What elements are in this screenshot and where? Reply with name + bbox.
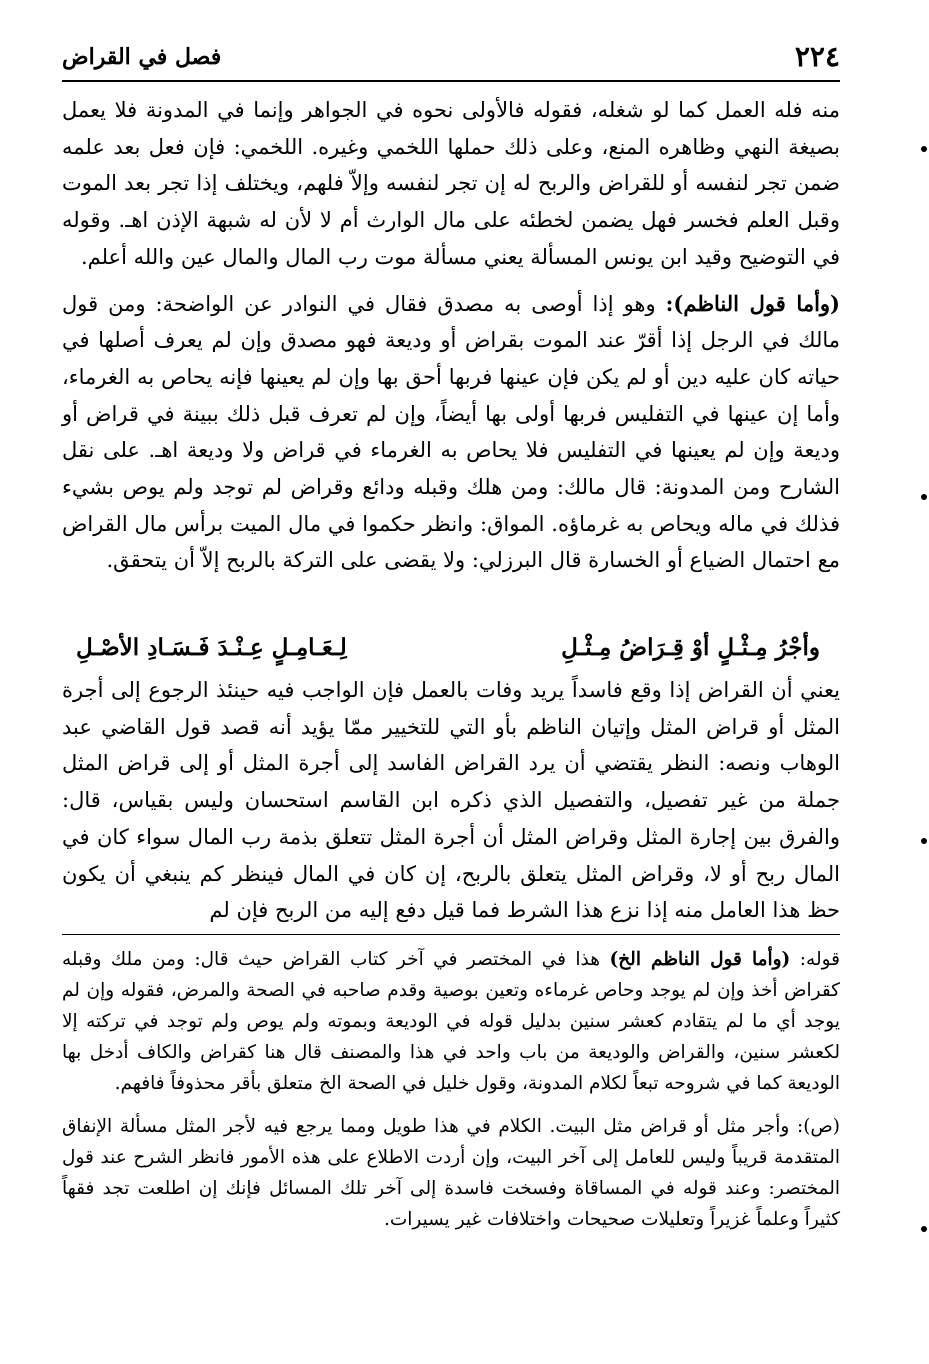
footnote-rule (62, 934, 840, 935)
margin-dot-mark (921, 494, 927, 500)
footnote-1-lead: (وأما قول الناظم الخ) (609, 949, 791, 970)
page-header (62, 38, 840, 78)
paragraph-2-text: وهو إذا أوصى به مصدق فقال في النوادر عن الواضحة: ومن قول مالك في الرجل إذا أقرّ عند الموت بقراض أو وديعة فهو مصدق وإن لم يعرف أصلها في حياته كان عليه دين أو لم يكن فإن عينها فربها أحق بها وإن لم يعينها فإنه يحاص به الغرماء، وأما إن عينها في التفليس فربها أولى بها أيضاً، وإن لم تعرف قبل ذلك ببينة في قراض أو وديعة وإن لم يعينها في التفليس فلا يحاص به الغرماء في قراض ولا وديعة اهـ. على نقل الشارح ومن المدونة: قال مالك: ومن هلك وقبله ودائع وقراض لم توجد ولم يوص بشيء فذلك في ماله ويحاص به غرماؤه. المواق: وانظر حكموا في مال الميت برأس مال القراض مع احتمال الضياع أو الخسارة قال البرزلي: ولا يقضى على التركة بالربح إلاّ أن يتحقق. (62, 291, 840, 573)
main-text (62, 92, 840, 579)
footnote-1-intro: قوله: (790, 949, 840, 970)
footnotes (62, 944, 840, 1235)
footnote-1 (62, 944, 840, 1099)
header-rule (62, 80, 840, 82)
footnote-1-text: هذا في المختصر في آخر كتاب القراض حيث قال: ومن ملك وقبله كقراض أخذ وإن لم يوجد وحاص غرماءه وتعين بوصية وقدم صاحبه في الصحة والمرض، فقوله وإن لم يوجد أي ما لم يتقادم كعشر سنين بدليل قوله في الوديعة وبموته ولم يوص ولم توجد في تركته إلا لكعشر سنين، والقراض والوديعة من باب واحد في هذا والمصنف قال هنا كقراض والكاف أدخل بها الوديعة كما في شروحه تبعاً لكلام المدونة، وقول خليل في الصحة الخ متعلق بأقر محذوفاً فافهم. (62, 949, 840, 1094)
poem-verse (62, 634, 840, 674)
paragraph-2-lead: (وأما قول الناظم): (665, 290, 840, 316)
verse-first-hemistich: وأجْرُ مِـثْـلٍ أوْ قِـرَاضُ مِـثْـلِ (561, 634, 820, 661)
margin-dot-mark (921, 838, 927, 844)
body-paragraph-1: منه فله العمل كما لو شغله، فقوله فالأولى نحوه في الجواهر وإنما في المدونة فلا يعمل بصيغة النهي وظاهره المنع، وعلى ذلك حملها اللخمي وغيره. اللخمي: فإن فعل بعد علمه ضمن تجر لنفسه أو للقراض والربح له إن تجر لنفسه وإلاّ فلهم، ويختلف إذا تجر بعد الموت وقبل العلم فخسر فهل يضمن لخطئه على مال الوارث أم لا لأن له شبهة الإذن اهـ. وقوله في التوضيح وقيد ابن يونس المسألة يعني مسألة موت رب المال والمال عين والله أعلم. (62, 98, 840, 269)
body-paragraph-2 (62, 286, 840, 580)
footnote-2: (ص): وأجر مثل أو قراض مثل البيت. الكلام في هذا طويل ومما يرجع فيه لأجر المثل مسألة الإنفاق المتقدمة قريباً وليس للعامل إلى آخر البيت، وإن أردت الاطلاع على هذه الأمور فانظر الشرح عند قول المختصر: وعند قوله في المساقاة وفسخت فاسدة إلى آخر تلك المسائل فإنك إن اطلعت تجد فقهاً كثيراً وعلماً غزيراً وتعليلات صحيحات واختلافات غير يسيرات. (62, 1116, 840, 1230)
running-title: فصل في القراض (62, 44, 222, 70)
commentary-paragraph: يعني أن القراض إذا وقع فاسداً يريد وفات بالعمل فإن الواجب فيه حينئذ الرجوع إلى أجرة المثل أو قراض المثل وإتيان الناظم بأو التي للتخيير ممّا يؤيد أنه قصد قول القاضي عبد الوهاب ونصه: النظر يقتضي أن يرد القراض الفاسد إلى أجرة المثل أو إلى قراض المثل جملة من غير تفصيل، والتفصيل الذي ذكره ابن القاسم استحسان وليس بقياس، قال: والفرق بين إجارة المثل وقراض المثل أن أجرة المثل تتعلق بذمة رب المال سواء كان في المال ربح أو لا، وقراض المثل يتعلق بالربح، إن كان في المال فينظر كم ينبغي أن يكون حظ هذا العامل منه إذا نزع هذا الشرط فما قيل دفع إليه من الربح فإن لم (62, 678, 840, 923)
page-number: ٢٢٤ (794, 40, 840, 73)
commentary-text (62, 672, 840, 929)
verse-second-hemistich: لِـعَـامِـلٍ عِـنْـدَ فَـسَـادِ الأصْـلِ (76, 634, 347, 661)
margin-dot-mark (921, 1226, 927, 1232)
margin-dot-mark (921, 146, 927, 152)
